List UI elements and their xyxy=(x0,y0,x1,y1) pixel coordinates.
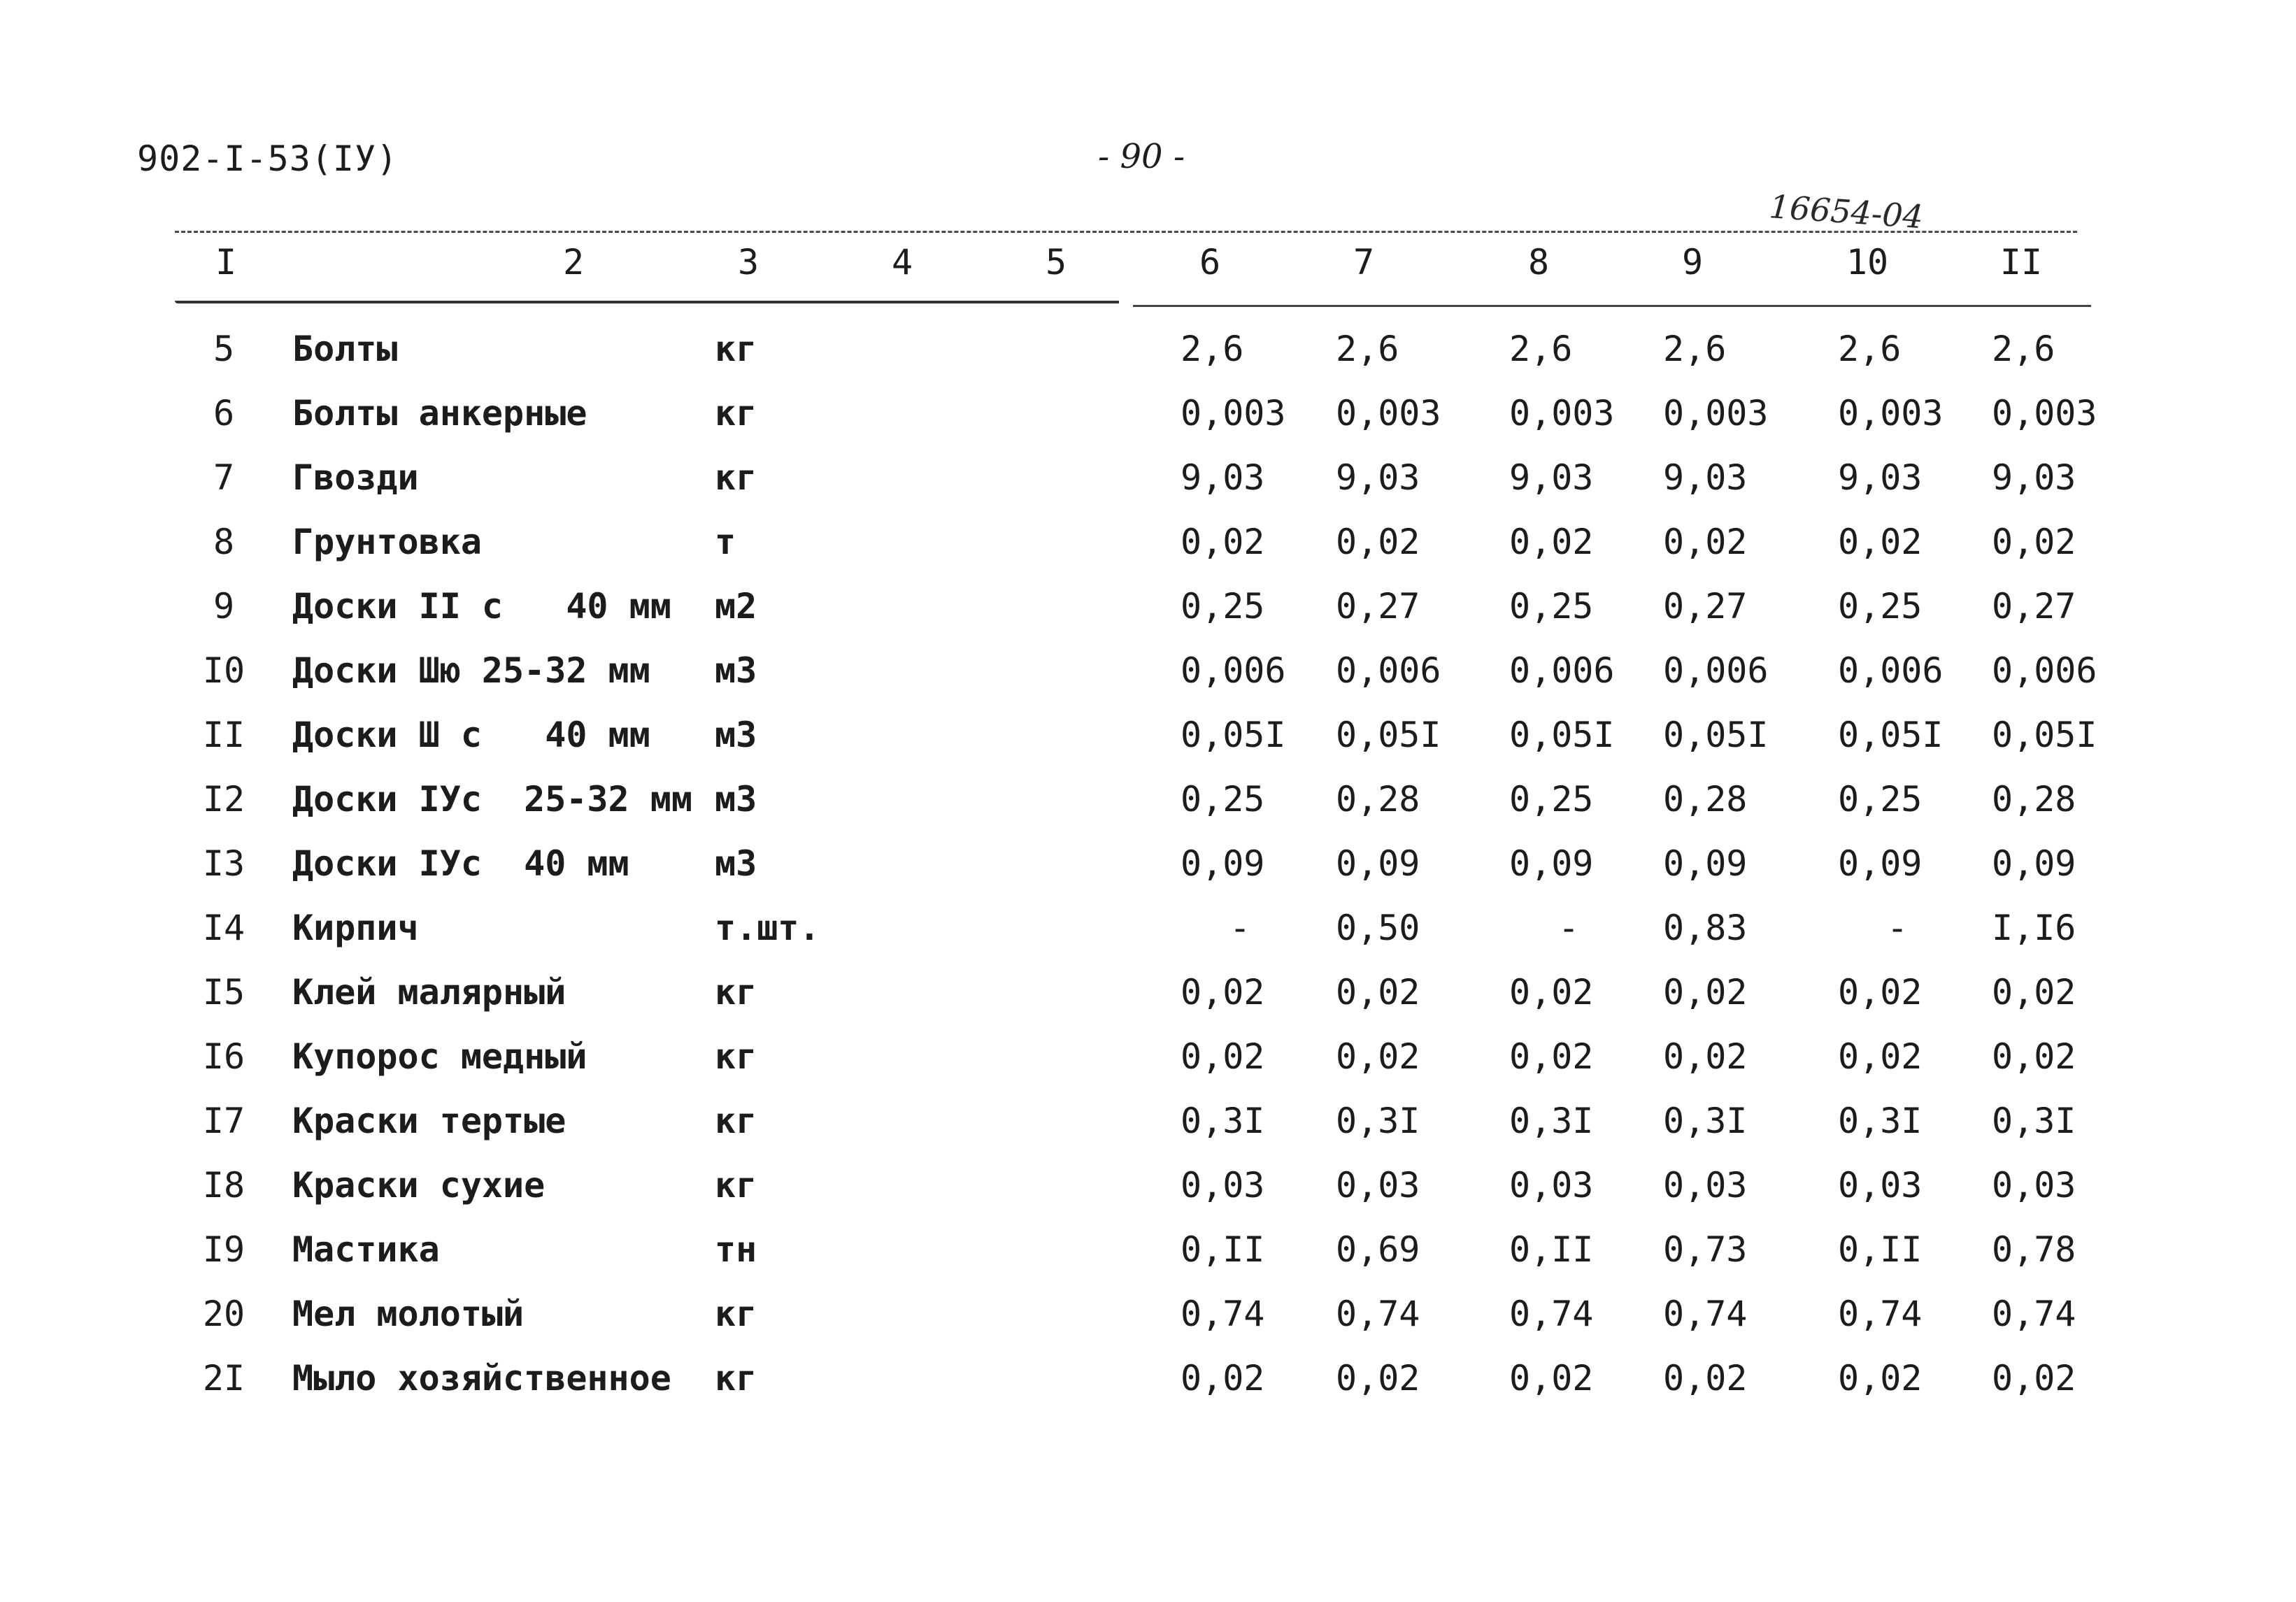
row-number: I3 xyxy=(202,843,245,884)
row-number: I5 xyxy=(202,972,245,1013)
material-name: Мел молотый xyxy=(292,1294,525,1334)
value-col-8: 0,03 xyxy=(1509,1165,1594,1206)
value-col-6: 0,02 xyxy=(1181,522,1265,562)
material-name: Мастика xyxy=(292,1229,440,1270)
value-col-7: 0,09 xyxy=(1336,843,1420,884)
column-header-5: 5 xyxy=(1045,242,1067,283)
table-row xyxy=(0,1229,2296,1294)
value-col-10: 0,3I xyxy=(1838,1101,1923,1141)
value-col-7: 0,03 xyxy=(1336,1165,1420,1206)
value-col-9: 0,02 xyxy=(1663,1036,1748,1077)
unit: т xyxy=(715,522,736,562)
material-name: Мыло хозяйственное xyxy=(292,1358,671,1399)
value-col-10: 0,003 xyxy=(1838,393,1944,434)
table-row xyxy=(0,586,2296,650)
value-col-11: 0,05I xyxy=(1992,715,2097,755)
table-row xyxy=(0,457,2296,522)
value-col-7: 0,27 xyxy=(1336,586,1420,627)
row-number: I0 xyxy=(202,650,245,691)
row-number: 20 xyxy=(202,1294,245,1334)
value-col-8: 0,74 xyxy=(1509,1294,1594,1334)
header-bottom-rule-left xyxy=(175,301,1119,303)
table-row xyxy=(0,779,2296,843)
column-header-3: 3 xyxy=(737,242,760,283)
material-name: Краски тертые xyxy=(292,1101,566,1141)
value-col-9: 9,03 xyxy=(1663,457,1748,498)
row-number: 8 xyxy=(213,522,235,562)
value-col-9: 0,83 xyxy=(1663,908,1748,948)
value-col-6 xyxy=(1181,908,1299,948)
table-row xyxy=(0,1165,2296,1229)
value-col-11: 0,02 xyxy=(1992,522,2076,562)
value-col-6: 0,006 xyxy=(1181,650,1286,691)
column-header-9: 9 xyxy=(1681,242,1704,283)
value-col-8: 0,05I xyxy=(1509,715,1615,755)
value-col-10: 0,II xyxy=(1838,1229,1923,1270)
value-col-6: 0,003 xyxy=(1181,393,1286,434)
value-col-9: 0,05I xyxy=(1663,715,1769,755)
value-col-9: 0,3I xyxy=(1663,1101,1748,1141)
value-col-9: 2,6 xyxy=(1663,329,1727,369)
value-col-6: 2,6 xyxy=(1181,329,1244,369)
value-col-10: 0,02 xyxy=(1838,522,1923,562)
unit: кг xyxy=(715,1036,757,1077)
column-header-2: 2 xyxy=(562,242,585,283)
value-col-9: 0,006 xyxy=(1663,650,1769,691)
material-name: Краски сухие xyxy=(292,1165,546,1206)
value-col-10: 0,09 xyxy=(1838,843,1923,884)
row-number: I2 xyxy=(202,779,245,820)
value-col-7: 2,6 xyxy=(1336,329,1399,369)
value-col-7: 0,69 xyxy=(1336,1229,1420,1270)
value-col-7: 0,02 xyxy=(1336,522,1420,562)
table-row xyxy=(0,329,2296,393)
value-col-6: 0,II xyxy=(1181,1229,1265,1270)
unit: кг xyxy=(715,1358,757,1399)
value-col-11: 0,006 xyxy=(1992,650,2097,691)
material-name: Доски Ш с 40 мм xyxy=(292,715,650,755)
value-col-6: 0,02 xyxy=(1181,972,1265,1013)
value-col-8: 0,02 xyxy=(1509,522,1594,562)
handwritten-inventory-number: 16654-04 xyxy=(1768,187,1925,236)
value-col-9: 0,02 xyxy=(1663,522,1748,562)
value-col-6: 0,25 xyxy=(1181,779,1265,820)
material-name: Доски IУс 40 мм xyxy=(292,843,629,884)
value-col-8: 0,02 xyxy=(1509,972,1594,1013)
value-col-11: 0,78 xyxy=(1992,1229,2076,1270)
column-header-7: 7 xyxy=(1353,242,1375,283)
value-col-8: 9,03 xyxy=(1509,457,1594,498)
value-col-11: 0,02 xyxy=(1992,1358,2076,1399)
material-name: Доски IУс 25-32 мм xyxy=(292,779,692,820)
table-row xyxy=(0,1294,2296,1358)
value-col-9: 0,03 xyxy=(1663,1165,1748,1206)
value-col-10: 0,74 xyxy=(1838,1294,1923,1334)
value-col-11: 0,003 xyxy=(1992,393,2097,434)
value-col-11: 0,03 xyxy=(1992,1165,2076,1206)
page-number: - 90 - xyxy=(1098,137,1185,176)
value-col-11: 0,02 xyxy=(1992,1036,2076,1077)
value-col-8: 0,006 xyxy=(1509,650,1615,691)
material-name: Кирпич xyxy=(292,908,419,948)
value-col-11: 2,6 xyxy=(1992,329,2055,369)
row-number: I8 xyxy=(202,1165,245,1206)
value-col-7: 0,006 xyxy=(1336,650,1441,691)
unit: кг xyxy=(715,329,757,369)
row-number: II xyxy=(202,715,245,755)
unit: кг xyxy=(715,393,757,434)
empty-value-dash: - xyxy=(1229,908,1251,948)
value-col-8 xyxy=(1509,908,1628,948)
unit: кг xyxy=(715,1101,757,1141)
column-header-6: 6 xyxy=(1199,242,1221,283)
value-col-10: 9,03 xyxy=(1838,457,1923,498)
document-code: 902-I-53(IУ) xyxy=(137,138,399,179)
empty-value-dash: - xyxy=(1886,908,1909,948)
table-row xyxy=(0,393,2296,457)
row-number: 6 xyxy=(213,393,235,434)
value-col-6: 9,03 xyxy=(1181,457,1265,498)
value-col-11: I,I6 xyxy=(1992,908,2076,948)
unit: м3 xyxy=(715,843,757,884)
value-col-7: 0,003 xyxy=(1336,393,1441,434)
value-col-7: 0,74 xyxy=(1336,1294,1420,1334)
value-col-11: 9,03 xyxy=(1992,457,2076,498)
material-name: Клей малярный xyxy=(292,972,566,1013)
row-number: I7 xyxy=(202,1101,245,1141)
value-col-8: 0,02 xyxy=(1509,1358,1594,1399)
material-name: Доски Шю 25-32 мм xyxy=(292,650,650,691)
table-row xyxy=(0,843,2296,908)
value-col-10: 0,02 xyxy=(1838,1036,1923,1077)
value-col-10: 0,02 xyxy=(1838,972,1923,1013)
table-top-rule xyxy=(175,231,2077,233)
value-col-8: 0,25 xyxy=(1509,779,1594,820)
column-header-10: 10 xyxy=(1846,242,1889,283)
column-header-11: II xyxy=(1999,242,2043,283)
column-header-8: 8 xyxy=(1527,242,1550,283)
unit: кг xyxy=(715,457,757,498)
value-col-8: 0,3I xyxy=(1509,1101,1594,1141)
table-row xyxy=(0,715,2296,779)
row-number: I6 xyxy=(202,1036,245,1077)
value-col-7: 0,28 xyxy=(1336,779,1420,820)
row-number: 2I xyxy=(202,1358,245,1399)
value-col-6: 0,74 xyxy=(1181,1294,1265,1334)
value-col-7: 0,05I xyxy=(1336,715,1441,755)
value-col-6: 0,02 xyxy=(1181,1036,1265,1077)
value-col-9: 0,74 xyxy=(1663,1294,1748,1334)
value-col-6: 0,25 xyxy=(1181,586,1265,627)
row-number: 5 xyxy=(213,329,235,369)
empty-value-dash: - xyxy=(1557,908,1580,948)
table-row xyxy=(0,1101,2296,1165)
unit: м3 xyxy=(715,779,757,820)
value-col-7: 9,03 xyxy=(1336,457,1420,498)
value-col-9: 0,27 xyxy=(1663,586,1748,627)
value-col-10: 2,6 xyxy=(1838,329,1902,369)
unit: тн xyxy=(715,1229,757,1270)
value-col-9: 0,09 xyxy=(1663,843,1748,884)
value-col-8: 0,003 xyxy=(1509,393,1615,434)
table-row xyxy=(0,522,2296,586)
table-row xyxy=(0,650,2296,715)
unit: кг xyxy=(715,1294,757,1334)
value-col-8: 2,6 xyxy=(1509,329,1573,369)
material-name: Доски II с 40 мм xyxy=(292,586,671,627)
value-col-6: 0,02 xyxy=(1181,1358,1265,1399)
value-col-11: 0,3I xyxy=(1992,1101,2076,1141)
value-col-6: 0,09 xyxy=(1181,843,1265,884)
value-col-9: 0,02 xyxy=(1663,1358,1748,1399)
value-col-7: 0,02 xyxy=(1336,1036,1420,1077)
value-col-10: 0,25 xyxy=(1838,586,1923,627)
value-col-7: 0,02 xyxy=(1336,1358,1420,1399)
column-header-4: 4 xyxy=(891,242,913,283)
table-row xyxy=(0,1036,2296,1101)
unit: м3 xyxy=(715,715,757,755)
value-col-10 xyxy=(1838,908,1957,948)
row-number: 9 xyxy=(213,586,235,627)
value-col-10: 0,03 xyxy=(1838,1165,1923,1206)
material-name: Грунтовка xyxy=(292,522,482,562)
value-col-8: 0,02 xyxy=(1509,1036,1594,1077)
value-col-9: 0,28 xyxy=(1663,779,1748,820)
material-name: Купорос медный xyxy=(292,1036,587,1077)
value-col-11: 0,27 xyxy=(1992,586,2076,627)
column-header-1: I xyxy=(215,242,237,283)
value-col-9: 0,73 xyxy=(1663,1229,1748,1270)
value-col-8: 0,25 xyxy=(1509,586,1594,627)
unit: кг xyxy=(715,972,757,1013)
unit: м3 xyxy=(715,650,757,691)
table-row xyxy=(0,972,2296,1036)
unit: т.шт. xyxy=(715,908,820,948)
table-row xyxy=(0,908,2296,972)
value-col-6: 0,03 xyxy=(1181,1165,1265,1206)
value-col-10: 0,02 xyxy=(1838,1358,1923,1399)
value-col-11: 0,02 xyxy=(1992,972,2076,1013)
value-col-8: 0,II xyxy=(1509,1229,1594,1270)
material-name: Болты анкерные xyxy=(292,393,587,434)
row-number: I4 xyxy=(202,908,245,948)
material-name: Гвозди xyxy=(292,457,419,498)
value-col-6: 0,05I xyxy=(1181,715,1286,755)
table-row xyxy=(0,1358,2296,1422)
row-number: 7 xyxy=(213,457,235,498)
value-col-8: 0,09 xyxy=(1509,843,1594,884)
value-col-10: 0,05I xyxy=(1838,715,1944,755)
value-col-11: 0,28 xyxy=(1992,779,2076,820)
value-col-11: 0,09 xyxy=(1992,843,2076,884)
row-number: I9 xyxy=(202,1229,245,1270)
value-col-7: 0,02 xyxy=(1336,972,1420,1013)
header-bottom-rule-right xyxy=(1133,305,2091,307)
value-col-9: 0,003 xyxy=(1663,393,1769,434)
value-col-10: 0,006 xyxy=(1838,650,1944,691)
material-name: Болты xyxy=(292,329,398,369)
value-col-10: 0,25 xyxy=(1838,779,1923,820)
value-col-11: 0,74 xyxy=(1992,1294,2076,1334)
unit: кг xyxy=(715,1165,757,1206)
unit: м2 xyxy=(715,586,757,627)
value-col-7: 0,50 xyxy=(1336,908,1420,948)
value-col-6: 0,3I xyxy=(1181,1101,1265,1141)
value-col-7: 0,3I xyxy=(1336,1101,1420,1141)
value-col-9: 0,02 xyxy=(1663,972,1748,1013)
